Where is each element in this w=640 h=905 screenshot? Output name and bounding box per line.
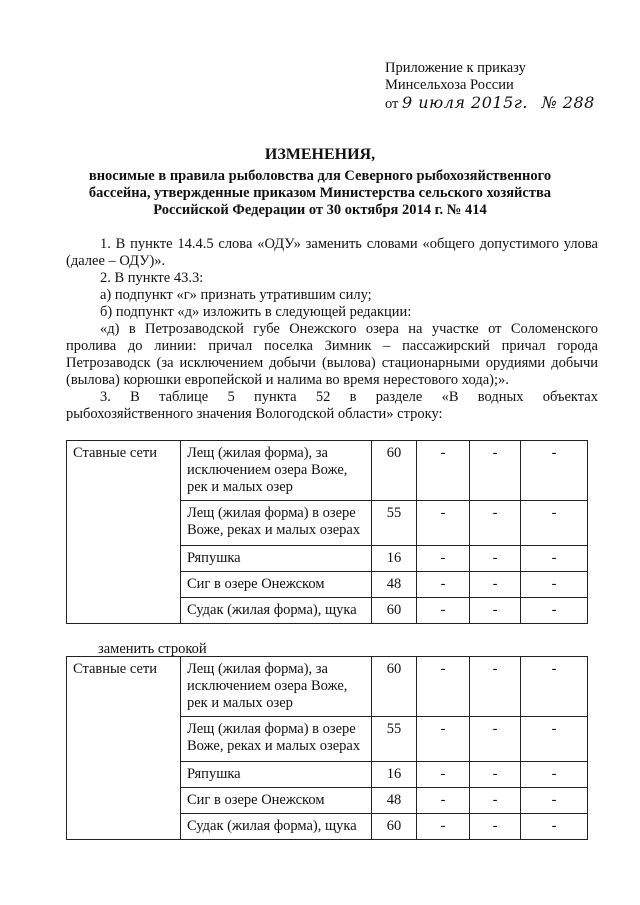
value-cell: 16 (372, 546, 417, 572)
dash-cell: - (470, 598, 521, 624)
gear-cell: Ставные сети (67, 657, 181, 840)
dash-cell: - (417, 762, 470, 788)
dash-cell: - (521, 441, 588, 501)
handwritten-number: № 288 (541, 93, 595, 112)
value-cell: 60 (372, 598, 417, 624)
paragraph-3: а) подпункт «г» признать утратившим силу; (100, 287, 372, 303)
value-cell: 16 (372, 762, 417, 788)
dash-cell: - (417, 598, 470, 624)
document-title: ИЗМЕНЕНИЯ, (264, 146, 376, 163)
species-cell: Сиг в озере Онежском (181, 788, 372, 814)
value-cell: 60 (372, 814, 417, 840)
value-cell: 55 (372, 717, 417, 762)
paragraph-5: «д) в Петрозаводской губе Онежского озера на участке от Соломенского пролива до линии: причал поселка Зимник – пассажирский причал города Петрозаводск (за исключением добычи (вылова) стационарными орудиями добычи (вылова) корюшки европейской и налима во время нерестового хода);». (66, 321, 598, 388)
table-new-row (66, 656, 588, 840)
species-cell: Ряпушка (181, 762, 372, 788)
dash-cell: - (521, 657, 588, 717)
dash-cell: - (417, 657, 470, 717)
dash-cell: - (521, 717, 588, 762)
dash-cell: - (417, 814, 470, 840)
paragraph-2: 2. В пункте 43.3: (100, 270, 204, 286)
dash-cell: - (470, 717, 521, 762)
appendix-line-3 (385, 94, 595, 113)
species-cell: Ряпушка (181, 546, 372, 572)
species-cell: Судак (жилая форма), щука (181, 814, 372, 840)
document-subtitle: вносимые в правила рыболовства для Северного рыбохозяйственного бассейна, утвержденные приказом Министерства сельского хозяйства Российской Федерации от 30 октября 2014 г. № 414 (88, 168, 552, 218)
value-cell: 48 (372, 572, 417, 598)
document-body (66, 236, 598, 423)
dash-cell: - (417, 441, 470, 501)
species-cell: Лещ (жилая форма) в озере Воже, реках и малых озерах (181, 717, 372, 762)
appendix-header (385, 60, 595, 113)
dash-cell: - (417, 717, 470, 762)
species-cell: Сиг в озере Онежском (181, 572, 372, 598)
species-cell: Лещ (жилая форма), за исключением озера Воже, рек и малых озер (181, 657, 372, 717)
appendix-date-prefix: от (385, 96, 399, 112)
replace-text: заменить строкой (98, 641, 207, 657)
document-title-block (60, 146, 580, 219)
appendix-line-1: Приложение к приказу (385, 60, 526, 76)
dash-cell: - (417, 572, 470, 598)
dash-cell: - (470, 762, 521, 788)
dash-cell: - (470, 441, 521, 501)
dash-cell: - (470, 814, 521, 840)
dash-cell: - (521, 501, 588, 546)
appendix-line-2: Минсельхоза России (385, 77, 514, 93)
dash-cell: - (470, 657, 521, 717)
dash-cell: - (470, 572, 521, 598)
table-row (67, 441, 588, 501)
dash-cell: - (417, 501, 470, 546)
table-old-row (66, 440, 588, 624)
species-cell: Судак (жилая форма), щука (181, 598, 372, 624)
dash-cell: - (521, 762, 588, 788)
paragraph-6-line-2: рыбохозяйственного значения Вологодской области» строку: (66, 406, 443, 422)
dash-cell: - (521, 814, 588, 840)
value-cell: 60 (372, 441, 417, 501)
table-row (67, 657, 588, 717)
dash-cell: - (417, 546, 470, 572)
gear-cell: Ставные сети (67, 441, 181, 624)
dash-cell: - (521, 572, 588, 598)
paragraph-1: 1. В пункте 14.4.5 слова «ОДУ» заменить словами «общего допустимого улова (далее – ОДУ)». (66, 236, 598, 269)
value-cell: 60 (372, 657, 417, 717)
species-cell: Лещ (жилая форма) в озере Воже, реках и малых озерах (181, 501, 372, 546)
dash-cell: - (470, 501, 521, 546)
value-cell: 55 (372, 501, 417, 546)
dash-cell: - (521, 788, 588, 814)
paragraph-4: б) подпункт «д» изложить в следующей редакции: (100, 304, 412, 320)
dash-cell: - (521, 598, 588, 624)
paragraph-6-line-1: 3. В таблице 5 пункта 52 в разделе «В водных объектах (100, 389, 598, 405)
dash-cell: - (470, 546, 521, 572)
handwritten-date: 9 июля 2015г. (402, 93, 528, 112)
value-cell: 48 (372, 788, 417, 814)
dash-cell: - (417, 788, 470, 814)
dash-cell: - (470, 788, 521, 814)
dash-cell: - (521, 546, 588, 572)
species-cell: Лещ (жилая форма), за исключением озера Воже, рек и малых озер (181, 441, 372, 501)
